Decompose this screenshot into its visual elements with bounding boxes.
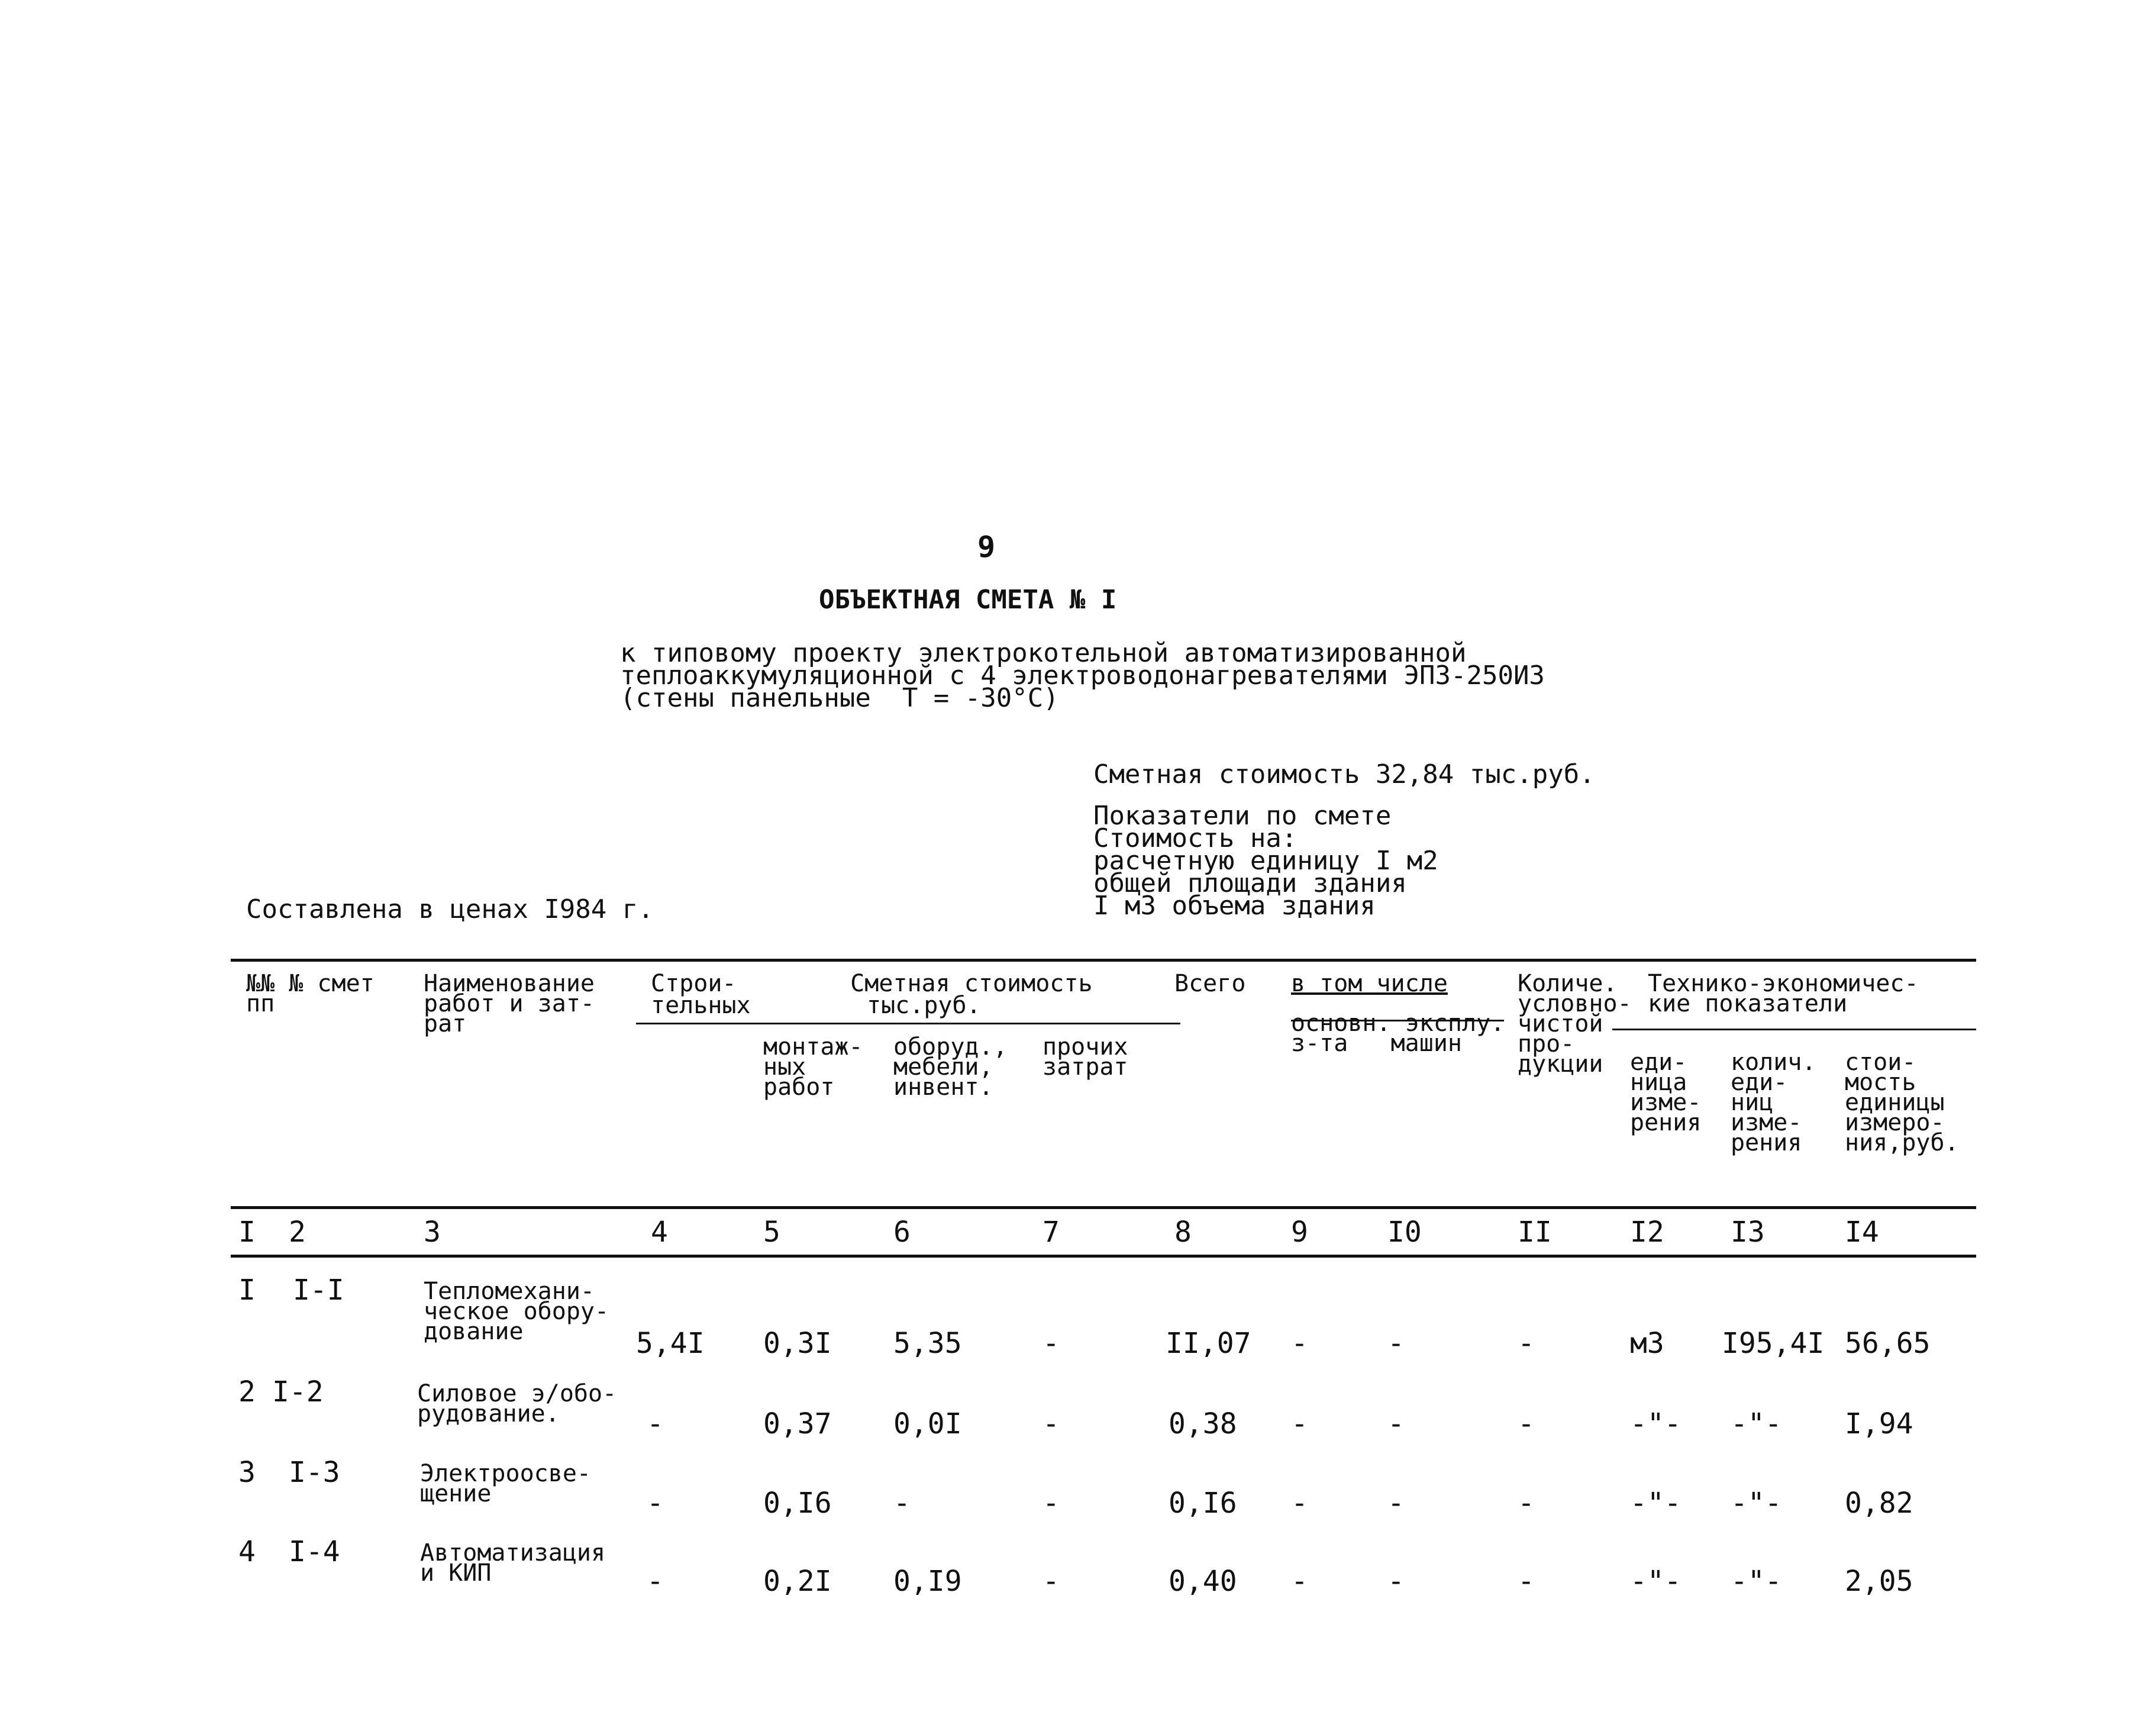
indicators-line-5: I м3 объема здания [1093, 891, 1376, 921]
row-3-installation: 0,I6 [763, 1487, 832, 1520]
header-unit-cost: стои- мость единицы измеро- ния,руб. [1845, 1049, 1959, 1156]
col-num-11: II [1518, 1216, 1552, 1249]
subtitle-line-2: теплоаккумуляционной с 4 электроводонагревателями ЭПЗ-250И3 [620, 660, 1545, 691]
col-num-4: 4 [651, 1216, 668, 1249]
row-4-total: 0,40 [1169, 1565, 1237, 1598]
col-num-12: I2 [1630, 1216, 1664, 1249]
indicators-line-2: Стоимость на: [1093, 823, 1298, 853]
row-4-number: 4 [238, 1535, 256, 1568]
row-4-construction: - [647, 1565, 664, 1598]
row-1-machines: - [1387, 1327, 1405, 1360]
header-equipment: оборуд., мебели, инвент. [893, 1033, 1008, 1101]
row-1-unit: м3 [1630, 1327, 1664, 1360]
row-4-equipment: 0,I9 [893, 1565, 962, 1598]
row-3-other: - [1043, 1487, 1060, 1520]
row-1-number: I [238, 1274, 256, 1307]
row-1-net-product: - [1518, 1327, 1535, 1360]
row-1-equipment: 5,35 [893, 1327, 962, 1360]
row-2-unit-count: -"- [1731, 1407, 1782, 1440]
row-3-net-product: - [1518, 1487, 1535, 1520]
header-wages-machines: основн. эксплу. з-та машин [1291, 1010, 1505, 1057]
row-4-unit-count: -"- [1731, 1565, 1782, 1598]
header-net-product: Количе. условно- чистой про- дукции [1518, 970, 1632, 1078]
header-unit-count: колич. еди- ниц изме- рения [1731, 1049, 1816, 1156]
row-2-installation: 0,37 [763, 1407, 832, 1440]
col-num-6: 6 [893, 1216, 911, 1249]
col-num-5: 5 [763, 1216, 780, 1249]
row-2-wages: - [1291, 1407, 1308, 1440]
col-num-3: 3 [424, 1216, 441, 1249]
row-3-construction: - [647, 1487, 664, 1520]
row-1-unit-count: I95,4I [1722, 1327, 1825, 1360]
row-3-name: Электроосве- щение [420, 1460, 591, 1507]
row-2-total: 0,38 [1169, 1407, 1237, 1440]
page-number: 9 [977, 530, 996, 564]
header-number: №№ № смет пп [246, 970, 375, 1017]
row-3-equipment: - [893, 1487, 911, 1520]
row-1-unit-cost: 56,65 [1845, 1327, 1931, 1360]
row-1-smeta: I-I [293, 1274, 344, 1307]
row-2-name: Силовое э/обо- рудование. [417, 1380, 617, 1427]
row-4-net-product: - [1518, 1565, 1535, 1598]
row-4-smeta: I-4 [289, 1535, 340, 1568]
row-2-unit: -"- [1630, 1407, 1681, 1440]
header-other: прочих затрат [1043, 1033, 1128, 1081]
row-3-machines: - [1387, 1487, 1405, 1520]
header-installation: монтаж- ных работ [763, 1033, 863, 1101]
header-name: Наименование работ и зат- рат [424, 970, 595, 1037]
row-3-wages: - [1291, 1487, 1308, 1520]
header-bottom-rule [231, 1206, 1976, 1209]
col-num-13: I3 [1731, 1216, 1765, 1249]
col-num-7: 7 [1043, 1216, 1060, 1249]
header-construction: тельных [651, 992, 751, 1019]
row-2-unit-cost: I,94 [1845, 1407, 1913, 1440]
col-num-8: 8 [1174, 1216, 1192, 1249]
col-num-1: I [238, 1216, 256, 1249]
row-2-other: - [1043, 1407, 1060, 1440]
indicators-line-1: Показатели по смете [1093, 801, 1392, 831]
header-tech-econ: Технико-экономичес- кие показатели [1648, 970, 1919, 1017]
row-4-unit: -"- [1630, 1565, 1681, 1598]
tech-group-rule [1612, 1029, 1976, 1030]
row-2-net-product: - [1518, 1407, 1535, 1440]
row-3-unit-cost: 0,82 [1845, 1487, 1913, 1520]
prices-year: Составлена в ценах I984 г. [246, 894, 654, 924]
col-num-2: 2 [289, 1216, 306, 1249]
row-2-number: 2 [238, 1375, 256, 1409]
cost-group-rule [636, 1023, 1180, 1024]
subtitle-line-1: к типовому проекту электрокотельной автоматизированной [620, 638, 1467, 668]
row-1-total: II,07 [1166, 1327, 1251, 1360]
row-1-construction: 5,4I [636, 1327, 705, 1360]
header-unit: еди- ница изме- рения [1630, 1049, 1702, 1136]
row-1-installation: 0,3I [763, 1327, 832, 1360]
colnum-bottom-rule [231, 1255, 1976, 1258]
row-1-other: - [1043, 1327, 1060, 1360]
row-4-machines: - [1387, 1565, 1405, 1598]
subtitle-line-3: (стены панельные Т = -30°С) [620, 683, 1059, 713]
row-3-number: 3 [238, 1456, 256, 1489]
row-2-equipment: 0,0I [893, 1407, 962, 1440]
indicators-line-4: общей площади здания [1093, 868, 1407, 898]
header-cost-unit: тыс.руб. [867, 992, 981, 1019]
row-3-unit: -"- [1630, 1487, 1681, 1520]
table-top-rule [231, 959, 1976, 962]
row-4-wages: - [1291, 1565, 1308, 1598]
row-1-wages: - [1291, 1327, 1308, 1360]
row-3-total: 0,I6 [1169, 1487, 1237, 1520]
document-title: ОБЪЕКТНАЯ СМЕТА № I [819, 585, 1117, 615]
col-num-14: I4 [1845, 1216, 1879, 1249]
indicators-line-3: расчетную единицу I м2 [1093, 846, 1438, 876]
row-3-smeta: I-3 [289, 1456, 340, 1489]
row-2-smeta: I-2 [272, 1375, 324, 1409]
col-num-10: I0 [1387, 1216, 1422, 1249]
row-3-unit-count: -"- [1731, 1487, 1782, 1520]
row-4-installation: 0,2I [763, 1565, 832, 1598]
row-4-other: - [1043, 1565, 1060, 1598]
row-1-name: Тепломехани- ческое обору- дование [424, 1278, 609, 1345]
row-2-construction: - [647, 1407, 664, 1440]
header-including: в том числе [1291, 970, 1448, 997]
row-2-machines: - [1387, 1407, 1405, 1440]
estimated-cost: Сметная стоимость 32,84 тыс.руб. [1093, 759, 1595, 789]
col-num-9: 9 [1291, 1216, 1308, 1249]
row-4-name: Автоматизация и КИП [420, 1539, 606, 1587]
row-4-unit-cost: 2,05 [1845, 1565, 1913, 1598]
header-total: Всего [1174, 970, 1246, 997]
header-cost-group: Строи- Сметная стоимость [651, 970, 1093, 997]
